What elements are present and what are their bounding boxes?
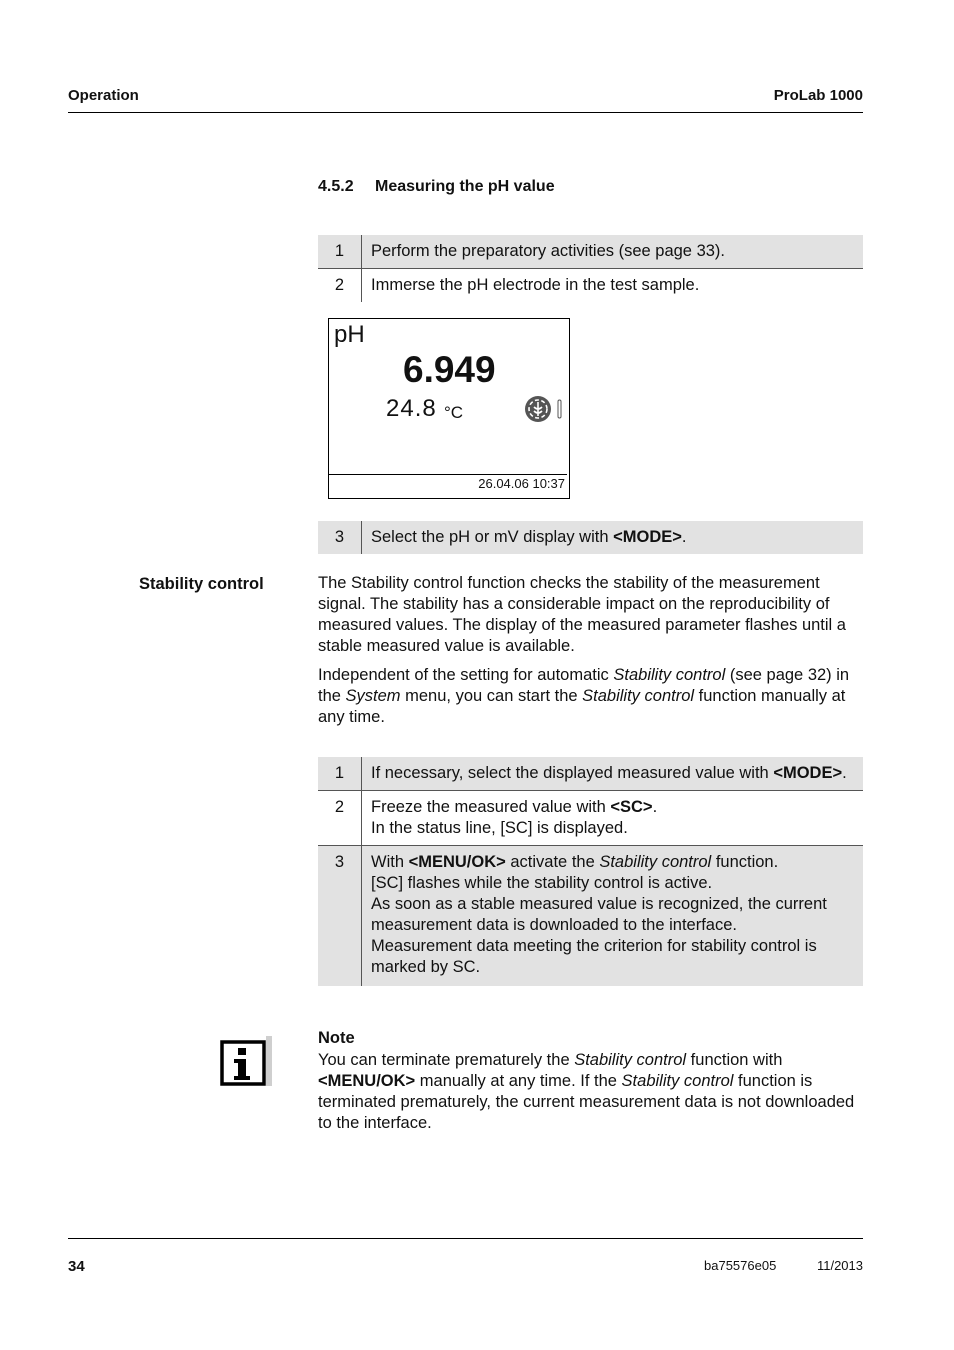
text-run-italic: System [345,687,401,705]
header-rule [68,112,863,113]
table-row [318,235,863,269]
key-sc: <SC> [610,798,653,816]
table-row [318,521,863,554]
footer-rule [68,1238,863,1239]
page-number: 34 [68,1258,85,1275]
step-text-part: . [681,528,687,546]
key-mode: <MODE> [773,764,843,782]
steps-table-prep [318,235,863,302]
display-datetime: 26.04.06 10:37 [478,476,565,491]
step-text-part: function. [711,853,779,871]
step-number: 3 [318,846,362,987]
display-temperature-unit: °C [444,403,464,422]
display-status-divider [329,474,567,475]
step-text [362,521,864,554]
display-parameter: pH [334,321,365,348]
key-mode: <MODE> [613,528,682,546]
table-row [318,846,863,987]
step-number: 2 [318,269,362,303]
stability-paragraph-2 [318,665,866,728]
display-temperature: 24.8 [386,395,437,422]
text-run: function manually at any time. [318,687,846,726]
step-text-part: . [842,764,847,782]
key-menu-ok: <MENU/OK> [408,853,506,871]
text-run: (see page 32) in the [318,666,850,705]
stability-paragraph-1: The Stability control function checks the stability of the measurement signal. The stability has a considerable impact on the reproducibility of measured values. The display of the measured parameter flashes until a stable measured value is available. [318,574,846,655]
text-run-italic: Stability control [582,687,695,705]
step-text-part: Select the pH or mV display with [371,528,614,546]
step-text-part: If necessary, select the displayed measured value with [371,764,774,782]
document-id: ba75576e05 [704,1258,777,1273]
step-text: Immerse the pH electrode in the test sample. [371,276,700,294]
step-text-italic: Stability control [599,853,712,871]
step-text-part: As soon as a stable measured value is recognized, the current measurement data is downloaded to the interface. [371,895,827,934]
electrode-status-icon [524,395,566,425]
header-section-label: Operation [68,87,139,104]
step-text-part: In the status line, [SC] is displayed. [371,819,628,837]
step-text-part: With [371,853,409,871]
text-run-italic: Stability control [621,1072,734,1090]
text-run: You can terminate prematurely the [318,1051,575,1069]
text-run-italic: Stability control [613,666,726,684]
note-body [318,1050,866,1134]
document-date: 11/2013 [816,1258,863,1273]
note-title: Note [318,1029,355,1047]
table-row [318,791,863,846]
section-number: 4.5.2 [318,178,354,195]
text-run: menu, you can start the [400,687,583,705]
step-text-part: activate the [505,853,600,871]
text-run: function with [686,1051,783,1069]
step-text-part: [SC] flashes while the stability control is active. [371,874,713,892]
info-icon [220,1036,272,1086]
steps-table-stability [318,757,863,986]
step-text [362,846,864,987]
step-number: 3 [318,521,362,554]
table-row [318,757,863,791]
step-text-part: Freeze the measured value with [371,798,611,816]
step-text: Perform the preparatory activities (see page 33). [362,235,864,269]
step-number: 2 [318,791,362,846]
meter-display [328,318,570,499]
step-text-part: . [652,798,658,816]
step-text [362,791,864,846]
text-run: function is terminated prematurely, the current measurement data is not downloaded to the interface. [318,1072,855,1132]
section-heading [318,178,555,196]
text-run-italic: Stability control [574,1051,687,1069]
header-product-name: ProLab 1000 [773,87,863,104]
steps-table-mode [318,521,863,554]
step-number: 1 [318,757,362,791]
display-measured-value: 6.949 [403,349,496,390]
key-menu-ok: <MENU/OK> [318,1072,416,1090]
text-run: Independent of the setting for automatic [318,666,614,684]
margin-heading-stability: Stability control [139,575,264,593]
step-text [362,757,864,791]
step-number: 1 [318,235,362,269]
section-title: Measuring the pH value [375,178,555,195]
table-row [318,269,863,303]
step-text-part: Measurement data meeting the criterion for stability control is marked by SC. [371,937,817,976]
text-run: manually at any time. If the [415,1072,622,1090]
